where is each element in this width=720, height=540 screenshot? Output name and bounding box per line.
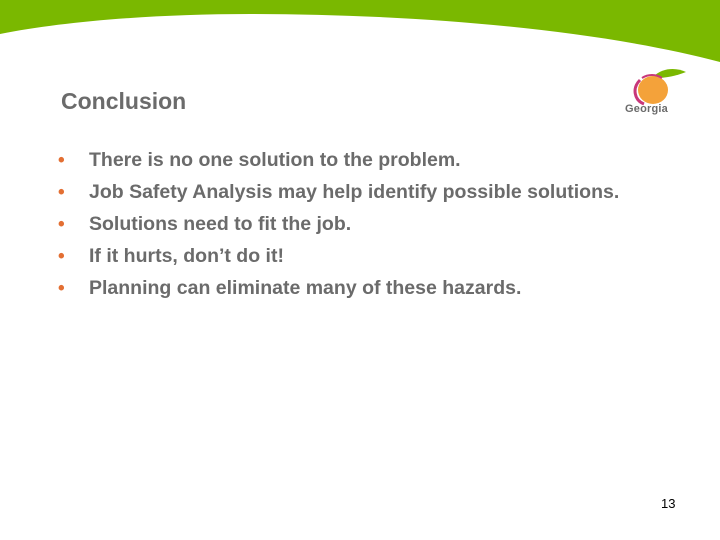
bullet-dot: • (58, 214, 65, 235)
top-green-swoosh (0, 0, 720, 70)
bullet-text: Job Safety Analysis may help identify possible solutions. (89, 181, 620, 203)
bullet-text: Solutions need to fit the job. (89, 213, 352, 235)
bullet-item (58, 244, 658, 269)
bullet-dot: • (58, 182, 65, 203)
bullet-item (58, 148, 658, 173)
page-number: 13 (661, 496, 676, 511)
bullet-text: If it hurts, don’t do it! (89, 245, 284, 267)
bullet-list (58, 148, 658, 308)
slide-title: Conclusion (61, 88, 187, 114)
bullet-item (58, 212, 658, 237)
logo-text: Georgia (625, 103, 668, 115)
bullet-dot: • (58, 246, 65, 267)
bullet-item (58, 276, 658, 301)
bullet-text: There is no one solution to the problem. (89, 149, 461, 171)
bullet-dot: • (58, 150, 65, 171)
georgia-peach-logo-icon (620, 64, 688, 124)
bullet-item (58, 180, 658, 205)
bullet-dot: • (58, 278, 65, 299)
bullet-text: Planning can eliminate many of these hazards. (89, 277, 522, 299)
